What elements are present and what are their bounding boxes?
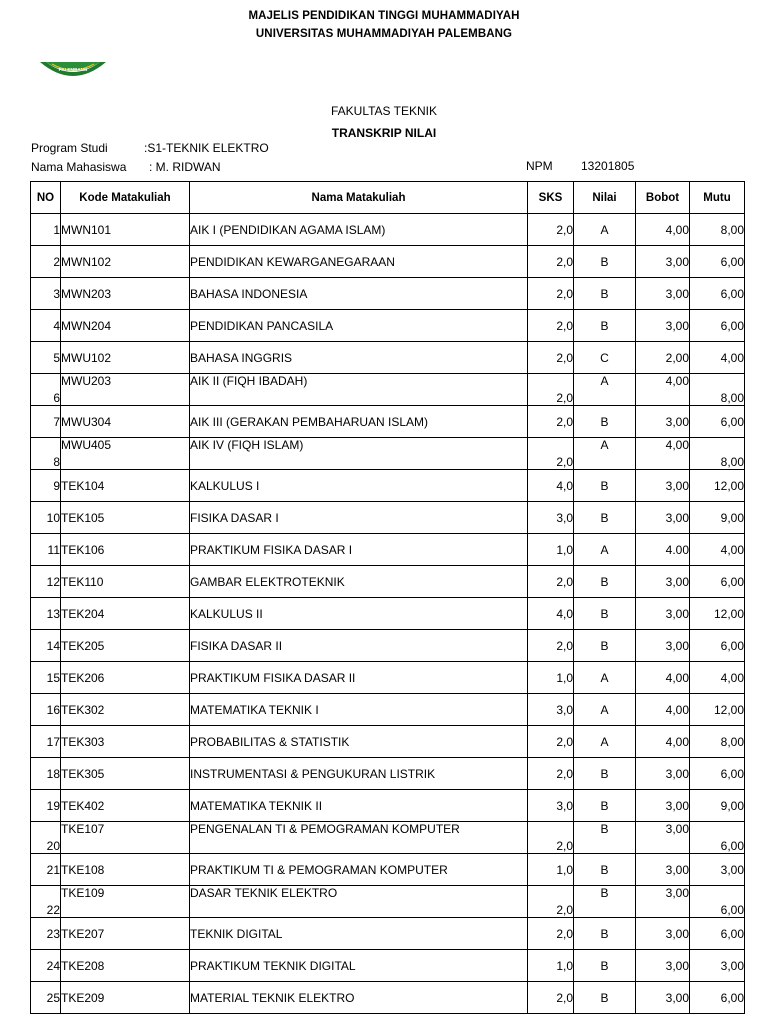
course-name: BAHASA INDONESIA xyxy=(190,278,528,310)
course-credits: 2,0 xyxy=(528,438,574,470)
course-credits: 2,0 xyxy=(528,822,574,854)
course-weight: 4,00 xyxy=(636,214,690,246)
course-weight: 4.00 xyxy=(636,534,690,566)
course-code: TEK106 xyxy=(61,534,190,566)
course-name: BAHASA INGGRIS xyxy=(190,342,528,374)
table-row xyxy=(31,502,745,534)
course-code: TKE109 xyxy=(61,886,190,918)
table-row xyxy=(31,694,745,726)
course-code: TEK105 xyxy=(61,502,190,534)
student-name-label: Nama Mahasiswa xyxy=(31,160,127,174)
course-quality: 6,00 xyxy=(690,630,745,662)
course-weight: 3,00 xyxy=(636,470,690,502)
course-grade: B xyxy=(574,982,636,1014)
course-code: TEK104 xyxy=(61,470,190,502)
course-name: FISIKA DASAR I xyxy=(190,502,528,534)
table-row xyxy=(31,886,745,918)
course-code: TEK205 xyxy=(61,630,190,662)
program-label: Program Studi xyxy=(31,141,108,155)
course-grade: A xyxy=(574,694,636,726)
course-weight: 3,00 xyxy=(636,982,690,1014)
table-row xyxy=(31,566,745,598)
course-name: MATEMATIKA TEKNIK I xyxy=(190,694,528,726)
course-quality: 6,00 xyxy=(690,982,745,1014)
col-header-course-name: Nama Matakuliah xyxy=(190,182,528,214)
course-credits: 2,0 xyxy=(528,342,574,374)
table-row xyxy=(31,854,745,886)
course-quality: 9,00 xyxy=(690,790,745,822)
course-name: PENGENALAN TI & PEMOGRAMAN KOMPUTER xyxy=(190,822,528,854)
course-code: TEK303 xyxy=(61,726,190,758)
course-quality: 4,00 xyxy=(690,534,745,566)
npm-value: 13201805 xyxy=(581,159,635,173)
course-name: PRAKTIKUM FISIKA DASAR I xyxy=(190,534,528,566)
course-grade: B xyxy=(574,790,636,822)
course-weight: 3,00 xyxy=(636,246,690,278)
course-name: AIK I (PENDIDIKAN AGAMA ISLAM) xyxy=(190,214,528,246)
course-weight: 3,00 xyxy=(636,854,690,886)
course-quality: 3,00 xyxy=(690,950,745,982)
course-grade: B xyxy=(574,598,636,630)
course-credits: 2,0 xyxy=(528,630,574,662)
course-quality: 6,00 xyxy=(690,822,745,854)
course-code: MWN102 xyxy=(61,246,190,278)
table-row xyxy=(31,662,745,694)
course-grade: A xyxy=(574,374,636,406)
course-name: PRAKTIKUM FISIKA DASAR II xyxy=(190,662,528,694)
course-name: PRAKTIKUM TEKNIK DIGITAL xyxy=(190,950,528,982)
table-row xyxy=(31,374,745,406)
course-weight: 3,00 xyxy=(636,598,690,630)
table-row xyxy=(31,406,745,438)
row-number: 15 xyxy=(31,662,61,694)
table-row xyxy=(31,342,745,374)
row-number: 20 xyxy=(31,822,61,854)
row-number: 9 xyxy=(31,470,61,502)
table-row xyxy=(31,470,745,502)
col-header-grade: Nilai xyxy=(574,182,636,214)
table-row xyxy=(31,982,745,1014)
course-quality: 6,00 xyxy=(690,310,745,342)
program-value: :S1-TEKNIK ELEKTRO xyxy=(144,141,269,155)
course-grade: A xyxy=(574,214,636,246)
row-number: 5 xyxy=(31,342,61,374)
course-code: TKE107 xyxy=(61,822,190,854)
course-name: PENDIDIKAN KEWARGANEGARAAN xyxy=(190,246,528,278)
course-grade: B xyxy=(574,566,636,598)
course-credits: 1,0 xyxy=(528,534,574,566)
row-number: 14 xyxy=(31,630,61,662)
course-quality: 3,00 xyxy=(690,854,745,886)
course-credits: 2,0 xyxy=(528,758,574,790)
row-number: 18 xyxy=(31,758,61,790)
course-quality: 4,00 xyxy=(690,662,745,694)
row-number: 10 xyxy=(31,502,61,534)
course-code: TEK204 xyxy=(61,598,190,630)
table-row xyxy=(31,726,745,758)
course-quality: 6,00 xyxy=(690,278,745,310)
course-name: KALKULUS I xyxy=(190,470,528,502)
course-code: TKE208 xyxy=(61,950,190,982)
course-code: MWU304 xyxy=(61,406,190,438)
course-weight: 3,00 xyxy=(636,630,690,662)
course-code: MWN101 xyxy=(61,214,190,246)
course-quality: 8,00 xyxy=(690,214,745,246)
course-name: MATEMATIKA TEKNIK II xyxy=(190,790,528,822)
course-name: INSTRUMENTASI & PENGUKURAN LISTRIK xyxy=(190,758,528,790)
course-quality: 12,00 xyxy=(690,694,745,726)
course-name: AIK IV (FIQH ISLAM) xyxy=(190,438,528,470)
course-code: MWU203 xyxy=(61,374,190,406)
row-number: 22 xyxy=(31,886,61,918)
course-weight: 3,00 xyxy=(636,502,690,534)
course-credits: 2,0 xyxy=(528,246,574,278)
course-code: MWU405 xyxy=(61,438,190,470)
course-weight: 4,00 xyxy=(636,374,690,406)
header-line-2: UNIVERSITAS MUHAMMADIYAH PALEMBANG xyxy=(255,28,513,40)
course-code: TKE108 xyxy=(61,854,190,886)
course-weight: 3,00 xyxy=(636,918,690,950)
course-credits: 2,0 xyxy=(528,726,574,758)
course-grade: A xyxy=(574,726,636,758)
course-quality: 6,00 xyxy=(690,886,745,918)
table-header-row xyxy=(31,182,745,214)
course-quality: 8,00 xyxy=(690,374,745,406)
university-logo xyxy=(38,60,108,82)
transcript-table xyxy=(30,181,745,1014)
row-number: 12 xyxy=(31,566,61,598)
col-header-quality: Mutu xyxy=(690,182,745,214)
course-weight: 3,00 xyxy=(636,758,690,790)
course-code: MWN204 xyxy=(61,310,190,342)
table-row xyxy=(31,438,745,470)
course-credits: 3,0 xyxy=(528,694,574,726)
table-row xyxy=(31,278,745,310)
course-grade: B xyxy=(574,918,636,950)
course-quality: 6,00 xyxy=(690,246,745,278)
course-weight: 3,00 xyxy=(636,886,690,918)
course-name: KALKULUS II xyxy=(190,598,528,630)
row-number: 1 xyxy=(31,214,61,246)
course-grade: B xyxy=(574,950,636,982)
course-grade: B xyxy=(574,854,636,886)
table-row xyxy=(31,598,745,630)
course-grade: B xyxy=(574,470,636,502)
course-quality: 12,00 xyxy=(690,598,745,630)
row-number: 16 xyxy=(31,694,61,726)
course-grade: A xyxy=(574,662,636,694)
course-grade: A xyxy=(574,438,636,470)
course-weight: 3,00 xyxy=(636,822,690,854)
course-grade: B xyxy=(574,278,636,310)
table-row xyxy=(31,790,745,822)
row-number: 24 xyxy=(31,950,61,982)
course-credits: 2,0 xyxy=(528,918,574,950)
course-quality: 6,00 xyxy=(690,758,745,790)
course-weight: 4,00 xyxy=(636,726,690,758)
course-weight: 4,00 xyxy=(636,694,690,726)
document-title: TRANSKRIP NILAI xyxy=(331,126,437,140)
row-number: 8 xyxy=(31,438,61,470)
col-header-no: NO xyxy=(31,182,61,214)
table-row xyxy=(31,918,745,950)
faculty-name: FAKULTAS TEKNIK xyxy=(330,104,438,118)
course-quality: 12,00 xyxy=(690,470,745,502)
course-weight: 4,00 xyxy=(636,438,690,470)
table-row xyxy=(31,822,745,854)
course-code: TEK305 xyxy=(61,758,190,790)
course-weight: 3,00 xyxy=(636,790,690,822)
course-grade: B xyxy=(574,310,636,342)
course-name: MATERIAL TEKNIK ELEKTRO xyxy=(190,982,528,1014)
course-credits: 1,0 xyxy=(528,950,574,982)
course-code: TEK206 xyxy=(61,662,190,694)
course-grade: A xyxy=(574,534,636,566)
course-quality: 4,00 xyxy=(690,342,745,374)
row-number: 4 xyxy=(31,310,61,342)
course-weight: 3,00 xyxy=(636,310,690,342)
table-row xyxy=(31,630,745,662)
col-header-code: Kode Matakuliah xyxy=(61,182,190,214)
course-name: AIK III (GERAKAN PEMBAHARUAN ISLAM) xyxy=(190,406,528,438)
course-weight: 3,00 xyxy=(636,278,690,310)
course-name: GAMBAR ELEKTROTEKNIK xyxy=(190,566,528,598)
course-name: AIK II (FIQH IBADAH) xyxy=(190,374,528,406)
course-credits: 2,0 xyxy=(528,374,574,406)
row-number: 3 xyxy=(31,278,61,310)
table-row xyxy=(31,758,745,790)
col-header-weight: Bobot xyxy=(636,182,690,214)
course-weight: 2,00 xyxy=(636,342,690,374)
course-grade: B xyxy=(574,758,636,790)
course-credits: 1,0 xyxy=(528,662,574,694)
row-number: 23 xyxy=(31,918,61,950)
course-weight: 3,00 xyxy=(636,406,690,438)
course-credits: 4,0 xyxy=(528,470,574,502)
course-code: MWN203 xyxy=(61,278,190,310)
course-quality: 6,00 xyxy=(690,406,745,438)
course-grade: C xyxy=(574,342,636,374)
table-row xyxy=(31,534,745,566)
course-grade: B xyxy=(574,246,636,278)
course-quality: 8,00 xyxy=(690,438,745,470)
course-name: PROBABILITAS & STATISTIK xyxy=(190,726,528,758)
row-number: 7 xyxy=(31,406,61,438)
course-code: TEK110 xyxy=(61,566,190,598)
course-credits: 2,0 xyxy=(528,214,574,246)
course-quality: 9,00 xyxy=(690,502,745,534)
col-header-sks: SKS xyxy=(528,182,574,214)
course-weight: 4,00 xyxy=(636,662,690,694)
course-code: TKE207 xyxy=(61,918,190,950)
course-credits: 4,0 xyxy=(528,598,574,630)
row-number: 13 xyxy=(31,598,61,630)
course-credits: 2,0 xyxy=(528,886,574,918)
row-number: 6 xyxy=(31,374,61,406)
course-quality: 6,00 xyxy=(690,918,745,950)
table-row xyxy=(31,950,745,982)
course-grade: B xyxy=(574,406,636,438)
course-name: FISIKA DASAR II xyxy=(190,630,528,662)
course-quality: 8,00 xyxy=(690,726,745,758)
course-weight: 3,00 xyxy=(636,950,690,982)
course-name: PENDIDIKAN PANCASILA xyxy=(190,310,528,342)
course-quality: 6,00 xyxy=(690,566,745,598)
course-credits: 2,0 xyxy=(528,566,574,598)
row-number: 17 xyxy=(31,726,61,758)
npm-label: NPM xyxy=(526,159,553,173)
course-code: TEK302 xyxy=(61,694,190,726)
row-number: 11 xyxy=(31,534,61,566)
row-number: 19 xyxy=(31,790,61,822)
course-grade: B xyxy=(574,630,636,662)
course-credits: 2,0 xyxy=(528,406,574,438)
course-credits: 2,0 xyxy=(528,278,574,310)
course-name: TEKNIK DIGITAL xyxy=(190,918,528,950)
course-name: PRAKTIKUM TI & PEMOGRAMAN KOMPUTER xyxy=(190,854,528,886)
course-code: TEK402 xyxy=(61,790,190,822)
table-row xyxy=(31,310,745,342)
student-name-value: : M. RIDWAN xyxy=(149,160,221,174)
course-credits: 1,0 xyxy=(528,854,574,886)
course-weight: 3,00 xyxy=(636,566,690,598)
header-line-1: MAJELIS PENDIDIKAN TINGGI MUHAMMADIYAH xyxy=(248,10,520,22)
course-credits: 3,0 xyxy=(528,790,574,822)
course-grade: B xyxy=(574,822,636,854)
course-credits: 2,0 xyxy=(528,982,574,1014)
course-grade: B xyxy=(574,502,636,534)
course-credits: 2,0 xyxy=(528,310,574,342)
row-number: 2 xyxy=(31,246,61,278)
table-row xyxy=(31,214,745,246)
course-name: DASAR TEKNIK ELEKTRO xyxy=(190,886,528,918)
svg-text:PALEMBANG: PALEMBANG xyxy=(58,67,88,72)
course-grade: B xyxy=(574,886,636,918)
table-row xyxy=(31,246,745,278)
course-code: TKE209 xyxy=(61,982,190,1014)
row-number: 21 xyxy=(31,854,61,886)
course-credits: 3,0 xyxy=(528,502,574,534)
course-code: MWU102 xyxy=(61,342,190,374)
row-number: 25 xyxy=(31,982,61,1014)
